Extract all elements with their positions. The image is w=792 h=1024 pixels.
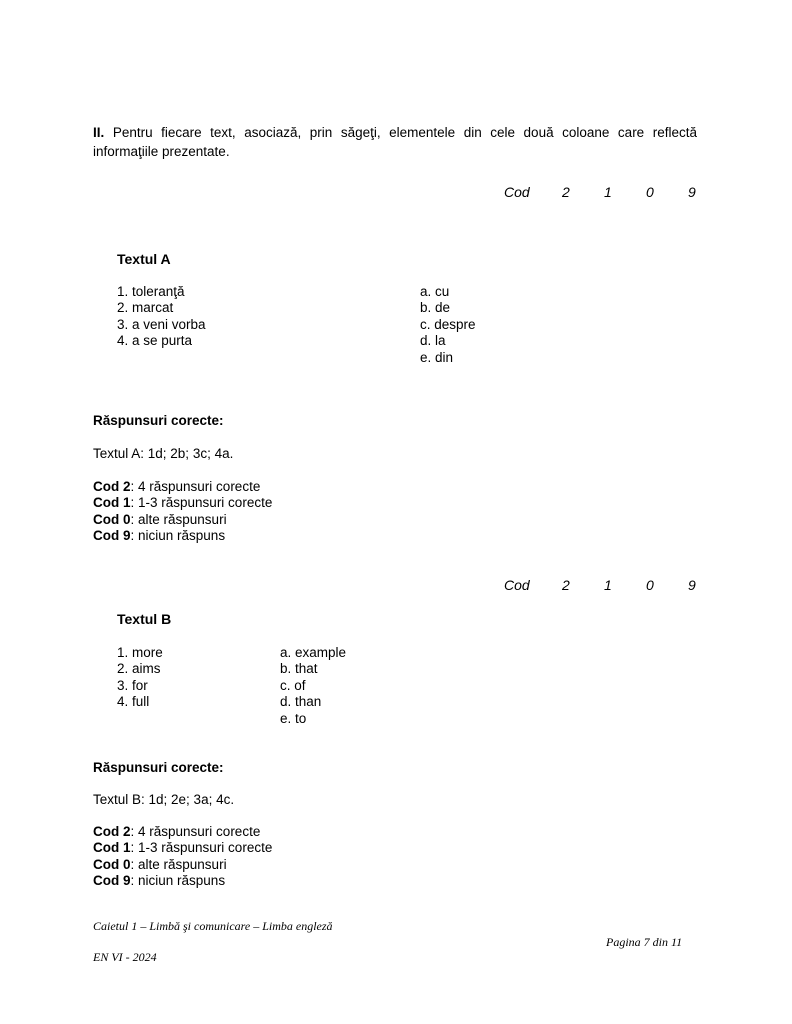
cod-row-b [0, 577, 792, 595]
list-item: d. la [420, 333, 446, 349]
list-item: 2. marcat [117, 300, 174, 316]
list-item: 3. for [117, 677, 148, 693]
section-title-b: Textul B [117, 611, 172, 627]
list-item: d. than [280, 694, 322, 710]
cod-value-0: 0 [646, 577, 654, 593]
scoring-codes-a [93, 479, 272, 545]
scoring-codes-b [93, 824, 272, 890]
cod-label: Cod [504, 184, 530, 200]
list-item: 1. toleranţă [117, 284, 185, 299]
scoring-code: Cod 0: alte răspunsuri [93, 511, 227, 527]
cod-value-2: 2 [562, 577, 570, 593]
list-item: 4. a se purta [117, 333, 193, 349]
list-item: 1. more [117, 645, 163, 660]
cod-value-1: 1 [604, 184, 612, 200]
answers-title-b: Răspunsuri corecte: [93, 760, 224, 775]
answers-title-a: Răspunsuri corecte: [93, 413, 224, 428]
instruction-line2: informaţiile prezentate. [93, 144, 230, 159]
list-item: e. din [420, 349, 454, 365]
scoring-code: Cod 9: niciun răspuns [93, 528, 226, 544]
cod-value-1: 1 [604, 577, 612, 593]
right-column-a [420, 284, 476, 366]
cod-row-a [0, 184, 792, 202]
list-item: a. cu [420, 284, 450, 299]
footer-page-number: Pagina 7 din 11 [606, 935, 683, 949]
scoring-code: Cod 2: 4 răspunsuri corecte [93, 479, 261, 494]
instruction-label: II. [93, 125, 105, 140]
list-item: b. de [420, 300, 451, 316]
list-item: c. despre [420, 316, 476, 332]
cod-value-2: 2 [562, 184, 570, 200]
list-item: a. example [280, 645, 347, 660]
right-column-b [280, 645, 346, 727]
instruction [93, 123, 697, 161]
list-item: 3. a veni vorba [117, 316, 206, 332]
footer-exam: EN VI - 2024 [93, 950, 157, 964]
answer-key-b: Textul B: 1d; 2e; 3a; 4c. [93, 792, 235, 807]
cod-label: Cod [504, 577, 530, 593]
scoring-code: Cod 1: 1-3 răspunsuri corecte [93, 840, 273, 856]
scoring-code: Cod 2: 4 răspunsuri corecte [93, 824, 261, 839]
left-column-b [117, 645, 163, 711]
list-item: 2. aims [117, 661, 161, 677]
list-item: 4. full [117, 694, 150, 710]
scoring-code: Cod 1: 1-3 răspunsuri corecte [93, 495, 273, 511]
section-title-a: Textul A [117, 251, 171, 267]
scoring-code: Cod 9: niciun răspuns [93, 873, 226, 889]
footer-caiet: Caietul 1 – Limbă şi comunicare – Limba engleză [93, 919, 333, 933]
instruction-line1: Pentru fiecare text, asociază, prin săgeţi, elementele din cele două coloane care reflectă [112, 125, 697, 140]
cod-value-9: 9 [688, 577, 696, 593]
scoring-code: Cod 0: alte răspunsuri [93, 856, 227, 872]
list-item: b. that [280, 661, 318, 677]
cod-value-9: 9 [688, 184, 696, 200]
left-column-a [117, 284, 206, 350]
list-item: e. to [280, 710, 307, 726]
list-item: c. of [280, 677, 306, 693]
cod-value-0: 0 [646, 184, 654, 200]
answer-key-a: Textul A: 1d; 2b; 3c; 4a. [93, 446, 234, 461]
